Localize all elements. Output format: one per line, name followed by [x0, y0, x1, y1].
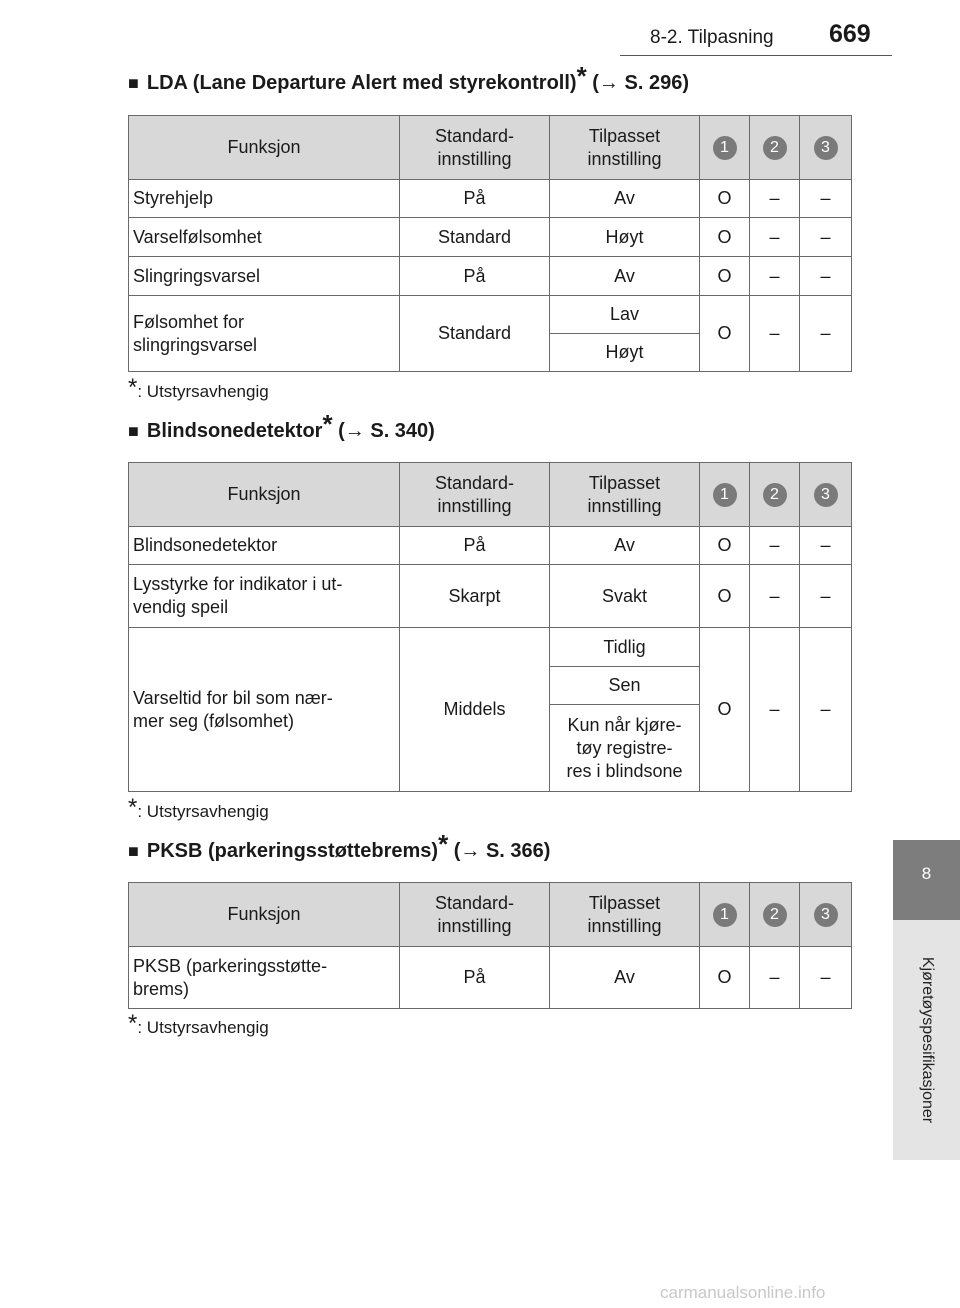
table-row	[129, 180, 852, 218]
circled-3-icon: 3	[814, 483, 838, 507]
section-header: 8-2. Tilpasning	[650, 27, 774, 48]
cell-function: Varseltid for bil som nær- mer seg (følsomhet)	[129, 628, 400, 792]
cell-c2: –	[750, 527, 800, 565]
cell-c2: –	[750, 218, 800, 257]
col-1	[700, 883, 750, 947]
col-3	[800, 116, 852, 180]
circled-1-icon: 1	[713, 903, 737, 927]
section-heading-pksb: ■ PKSB (parkeringsstøttebrems)* (→ S. 366)	[128, 829, 551, 862]
cell-c3: –	[800, 947, 852, 1009]
cell-default: På	[400, 527, 550, 565]
cell-c1: O	[700, 565, 750, 628]
cell-function: Slingringsvarsel	[129, 257, 400, 296]
cell-c1: O	[700, 296, 750, 372]
square-bullet-icon: ■	[128, 73, 139, 93]
col-custom: Tilpasset innstilling	[550, 463, 700, 527]
col-3	[800, 463, 852, 527]
col-3	[800, 883, 852, 947]
cell-c3: –	[800, 628, 852, 792]
cell-c1: O	[700, 947, 750, 1009]
table-pksb	[128, 882, 852, 1009]
watermark: carmanualsonline.info	[660, 1283, 826, 1302]
cell-default: Standard	[400, 296, 550, 372]
col-default: Standard- innstilling	[400, 463, 550, 527]
col-2	[750, 463, 800, 527]
cell-function: Følsomhet for slingringsvarsel	[129, 296, 400, 372]
table-row	[129, 565, 852, 628]
col-function: Funksjon	[129, 883, 400, 947]
chapter-label: Kjøretøyspesifikasjoner	[918, 956, 936, 1124]
circled-1-icon: 1	[713, 136, 737, 160]
cell-function: Varselfølsomhet	[129, 218, 400, 257]
cell-c1: O	[700, 218, 750, 257]
cell-custom: Av	[550, 257, 700, 296]
section-heading-blindspot: ■ Blindsonedetektor* (→ S. 340)	[128, 409, 435, 442]
col-custom: Tilpasset innstilling	[550, 116, 700, 180]
cell-custom: Svakt	[550, 565, 700, 628]
cell-custom: Kun når kjøre- tøy registre- res i blindsone	[550, 705, 700, 792]
cell-custom: Høyt	[550, 218, 700, 257]
table-lda	[128, 115, 852, 372]
circled-2-icon: 2	[763, 136, 787, 160]
cell-function: Blindsonedetektor	[129, 527, 400, 565]
cell-c2: –	[750, 565, 800, 628]
col-1	[700, 463, 750, 527]
footnote: *: Utstyrsavhengig	[128, 794, 269, 821]
table-blindspot	[128, 462, 852, 792]
chapter-number: 8	[921, 864, 932, 883]
cell-c2: –	[750, 257, 800, 296]
cell-default: Standard	[400, 218, 550, 257]
cell-custom: Av	[550, 947, 700, 1009]
cell-default: Middels	[400, 628, 550, 792]
table-row	[129, 947, 852, 1009]
cell-c3: –	[800, 218, 852, 257]
cell-custom: Av	[550, 527, 700, 565]
cell-c1: O	[700, 257, 750, 296]
footnote: *: Utstyrsavhengig	[128, 1010, 269, 1037]
cell-c3: –	[800, 527, 852, 565]
table-header-row	[129, 116, 852, 180]
col-custom: Tilpasset innstilling	[550, 883, 700, 947]
col-2	[750, 116, 800, 180]
table-header-row	[129, 883, 852, 947]
circled-3-icon: 3	[814, 903, 838, 927]
cell-custom: Tidlig	[550, 628, 700, 667]
cell-function: Lysstyrke for indikator i ut- vendig speil	[129, 565, 400, 628]
cell-function: Styrehjelp	[129, 180, 400, 218]
cell-c2: –	[750, 180, 800, 218]
cell-function: PKSB (parkeringsstøtte- brems)	[129, 947, 400, 1009]
cell-default: På	[400, 947, 550, 1009]
col-2	[750, 883, 800, 947]
cell-custom: Høyt	[550, 334, 700, 372]
table-row	[129, 296, 852, 334]
col-default: Standard- innstilling	[400, 883, 550, 947]
chapter-label-band	[893, 920, 960, 1160]
cell-c3: –	[800, 257, 852, 296]
cell-custom: Av	[550, 180, 700, 218]
cell-c1: O	[700, 180, 750, 218]
cell-c2: –	[750, 628, 800, 792]
col-function: Funksjon	[129, 116, 400, 180]
square-bullet-icon: ■	[128, 841, 139, 861]
circled-3-icon: 3	[814, 136, 838, 160]
col-function: Funksjon	[129, 463, 400, 527]
cell-default: Skarpt	[400, 565, 550, 628]
footnote: *: Utstyrsavhengig	[128, 374, 269, 401]
cell-c3: –	[800, 296, 852, 372]
circled-2-icon: 2	[763, 903, 787, 927]
header-rule	[620, 55, 892, 56]
section-heading-lda: ■ LDA (Lane Departure Alert med styrekontroll)* (→ S. 296)	[128, 61, 689, 94]
table-row	[129, 218, 852, 257]
page-number: 669	[829, 20, 871, 48]
cell-default: På	[400, 257, 550, 296]
circled-2-icon: 2	[763, 483, 787, 507]
cell-c1: O	[700, 628, 750, 792]
chapter-tab	[893, 840, 960, 920]
cell-default: På	[400, 180, 550, 218]
col-default: Standard- innstilling	[400, 116, 550, 180]
table-row	[129, 257, 852, 296]
table-row	[129, 527, 852, 565]
table-row	[129, 628, 852, 667]
cell-custom: Lav	[550, 296, 700, 334]
table-header-row	[129, 463, 852, 527]
cell-c3: –	[800, 565, 852, 628]
cell-c2: –	[750, 296, 800, 372]
circled-1-icon: 1	[713, 483, 737, 507]
cell-custom: Sen	[550, 667, 700, 705]
square-bullet-icon: ■	[128, 421, 139, 441]
cell-c1: O	[700, 527, 750, 565]
col-1	[700, 116, 750, 180]
cell-c3: –	[800, 180, 852, 218]
cell-c2: –	[750, 947, 800, 1009]
